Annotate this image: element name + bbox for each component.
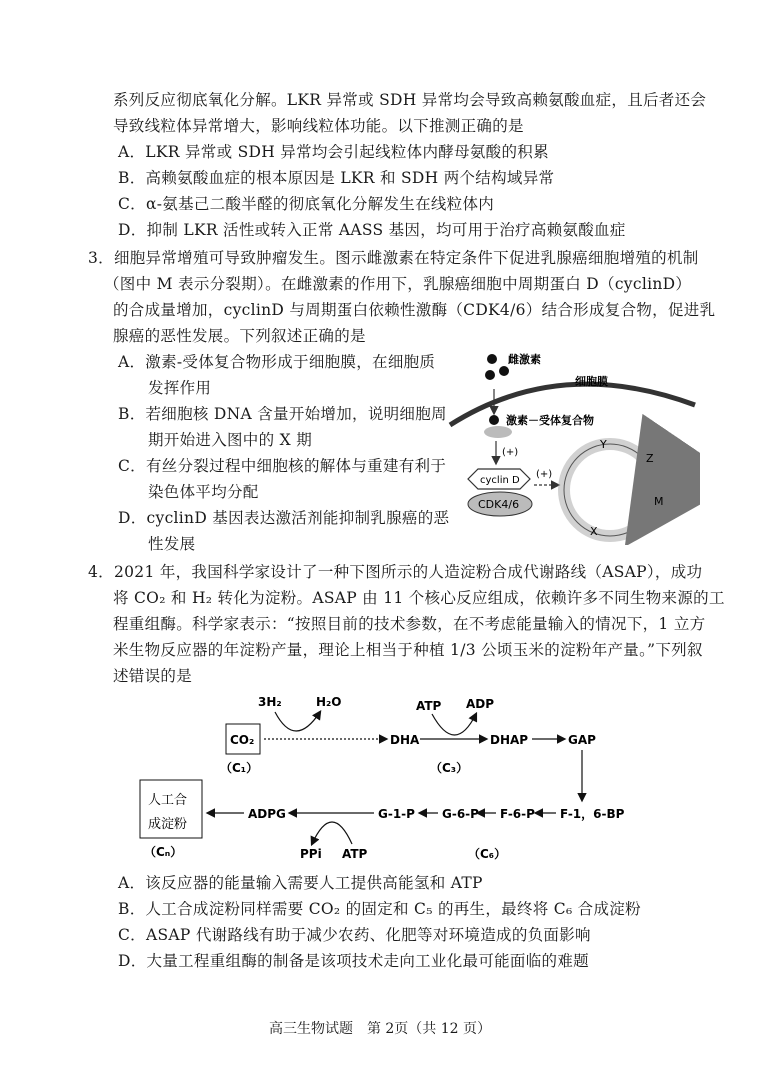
phase-m: M: [654, 495, 664, 508]
q2-intro-line-2: 导致线粒体异常增大，影响线粒体功能。以下推测正确的是: [113, 117, 524, 135]
ppi-label: PPi: [300, 847, 322, 861]
q2-option-b: B．高赖氨酸血症的根本原因是 LKR 和 SDH 两个结构域异常: [118, 169, 555, 187]
q3-stem-line-4: 腺癌的恶性发展。下列叙述正确的是: [113, 327, 366, 345]
g6p-label: G-6-P: [442, 807, 479, 821]
c3-label: （C₃）: [430, 761, 469, 775]
q4-option-b: B．人工合成淀粉同样需要 CO₂ 的固定和 C₅ 的再生，最终将 C₆ 合成淀粉: [118, 900, 641, 918]
q2-option-d: D．抑制 LKR 活性或转入正常 AASS 基因，均可用于治疗高赖氨酸血症: [118, 221, 626, 239]
q3-stem-line-2: （图中 M 表示分裂期）。在雌激素的作用下，乳腺癌细胞中周期蛋白 D（cyclinD）: [104, 275, 692, 293]
plus-label-2: (+): [536, 469, 553, 480]
estrogen-molecule-2: [485, 370, 495, 380]
q3-option-c-cont: 染色体平均分配: [148, 483, 259, 501]
h2-curve: [275, 712, 320, 731]
q3-option-d: D．cyclinD 基因表达激活剂能抑制乳腺癌的恶: [118, 509, 450, 527]
cyclin-d-label: cyclin D: [480, 475, 520, 486]
starch-line-1: 人工合: [148, 793, 188, 808]
f6p-label: F-6-P: [500, 807, 535, 821]
q4-asap-pathway-diagram: [120, 688, 640, 863]
adpg-label: ADPG: [248, 807, 286, 821]
c1-label: （C₁）: [220, 761, 259, 775]
estrogen-molecule-1: [487, 354, 497, 364]
estrogen-molecule-3: [499, 366, 509, 376]
q2-option-a: A．LKR 异常或 SDH 异常均会引起线粒体内酵母氨酸的积累: [118, 143, 549, 161]
complex-label: 激素－受体复合物: [506, 414, 594, 427]
cdk-label: CDK4/6: [478, 498, 520, 511]
page-footer: 高三生物试题 第 2页（共 12 页）: [268, 1021, 492, 1037]
q3-option-a: A．激素-受体复合物形成于细胞膜，在细胞质: [118, 353, 436, 371]
q4-option-d: D．大量工程重组酶的制备是该项技术走向工业化最可能面临的难题: [118, 952, 589, 970]
membrane-label: 细胞膜: [575, 375, 608, 388]
q3-option-b-cont: 期开始进入图中的 X 期: [148, 431, 312, 449]
q3-option-c: C．有丝分裂过程中细胞核的解体与重建有利于: [118, 457, 447, 475]
atp-curve: [432, 714, 476, 735]
phase-y: Y: [600, 438, 607, 451]
q3-option-d-cont: 性发展: [148, 535, 196, 553]
q3-option-b: B．若细胞核 DNA 含量开始增加，说明细胞周: [118, 405, 447, 423]
q4-option-a: A．该反应器的能量输入需要人工提供高能氢和 ATP: [118, 874, 483, 892]
atp-top-label: ATP: [416, 699, 442, 713]
cn-label: （Cₙ）: [144, 845, 183, 859]
q3-stem-line-1: 3．细胞异常增殖可导致肿瘤发生。图示雌激素在特定条件下促进乳腺癌细胞增殖的机制: [88, 249, 699, 267]
c6-label: （C₆）: [468, 847, 507, 861]
adp-top-label: ADP: [466, 697, 495, 711]
plus-label-1: (+): [502, 447, 519, 458]
estrogen-label: 雌激素: [508, 353, 541, 366]
phase-z: Z: [646, 452, 654, 465]
q4-stem-line-3: 程重组酶。科学家表示：“按照目前的技术参数，在不考虑能量输入的情况下，1 立方: [113, 615, 706, 633]
q4-stem-line-4: 米生物反应器的年淀粉产量，理论上相当于种植 1/3 公顷玉米的淀粉年产量。”下列叙: [113, 641, 703, 659]
q3-option-a-cont: 发挥作用: [148, 379, 212, 397]
cell-cycle-ring-inner: [564, 444, 656, 536]
phase-x: X: [590, 525, 598, 538]
g1p-label: G-1-P: [378, 807, 415, 821]
dha-label: DHA: [390, 733, 420, 747]
q4-stem-line-1: 4．2021 年，我国科学家设计了一种下图所示的人造淀粉合成代谢路线（ASAP），成功: [88, 563, 703, 581]
q4-stem-line-5: 述错误的是: [113, 667, 193, 685]
h2-label: 3H₂: [258, 695, 282, 709]
q2-option-c: C．α-氨基己二酸半醛的彻底氧化分解发生在线粒体内: [118, 195, 495, 213]
atp-ppi-curve: [312, 822, 352, 844]
h2o-label: H₂O: [316, 695, 342, 709]
dhap-label: DHAP: [490, 733, 529, 747]
gap-label: GAP: [568, 733, 596, 747]
q4-option-c: C．ASAP 代谢路线有助于减少农药、化肥等对环境造成的负面影响: [118, 926, 591, 944]
m-phase-arc: [645, 475, 653, 517]
atp-bottom-label: ATP: [342, 847, 368, 861]
receptor-shape: [484, 426, 512, 438]
q3-estrogen-diagram: [440, 345, 700, 545]
q2-intro-line-1: 系列反应彻底氧化分解。LKR 异常或 SDH 异常均会导致高赖氨酸血症，且后者还会: [113, 91, 707, 109]
f16bp-label: F-1，6-BP: [560, 807, 625, 821]
q3-stem-line-3: 的合成量增加，cyclinD 与周期蛋白依赖性激酶（CDK4/6）结合形成复合物，促进乳: [113, 301, 716, 319]
co2-label: CO₂: [230, 733, 255, 747]
starch-line-2: 成淀粉: [148, 817, 188, 832]
hormone-receptor-molecule: [489, 415, 499, 425]
q4-stem-line-2: 将 CO₂ 和 H₂ 转化为淀粉。ASAP 由 11 个核心反应组成，依赖许多不同生物来源的工: [113, 589, 725, 607]
